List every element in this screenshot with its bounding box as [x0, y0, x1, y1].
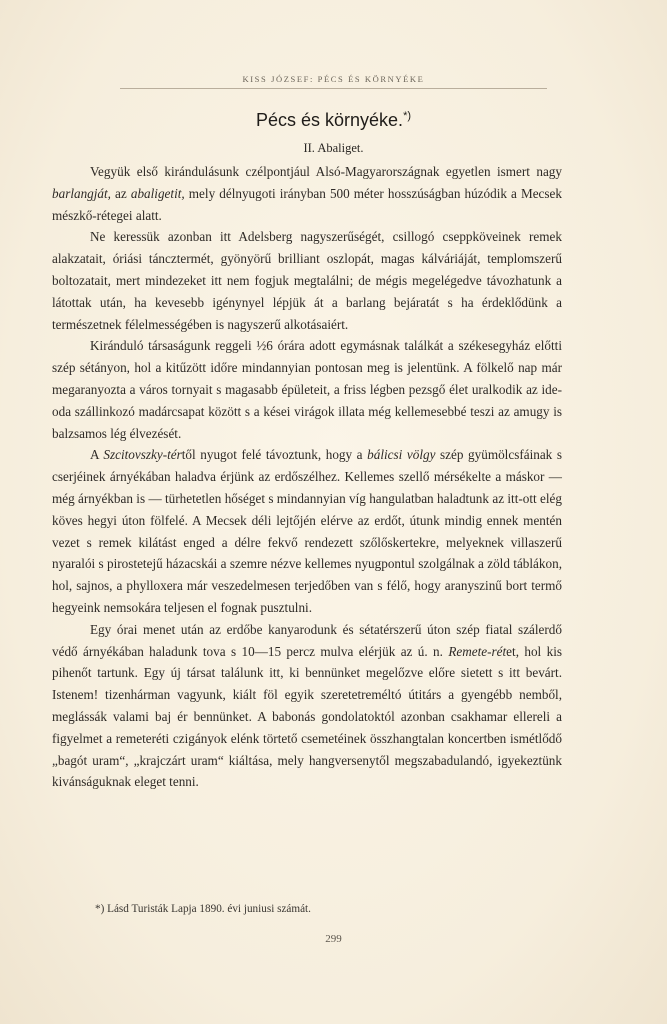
text-run: Ne keressük azonban itt Adelsberg nagyszerűségét, csillogó cseppköveinek remek alakzatait, óriási táncztermét, gyönyörű brilliant oszlopát, magas kálváriáját, templomszerű boltozatait, mert mindezeket itt nem fogjuk megtalálni; de mégis megelégedve távozhatunk a látottak után, ha kevesebb igénynyel lépjük át a barlang bejáratát s ha érdeklődünk a természetnek félelmességében is nagyszerű alkotásaiért.: [52, 229, 562, 332]
footnote-mark: *): [403, 110, 412, 122]
page-number: 299: [325, 933, 342, 945]
text-run: Egy órai menet után az erdőbe kanyarodunk és sétatérszerű úton szép fiatal szálerdő védő árnyékában haladunk tova s 10—15 percz mulva elérjük az ú. n.: [52, 621, 562, 659]
italic-text: Szcitovszky-tér: [103, 447, 182, 463]
italic-text: Remete-rét: [448, 643, 507, 659]
italic-text: barlangját,: [52, 185, 111, 201]
paragraph: [52, 335, 562, 444]
text-run: et, hol kis pihenőt tartunk. Egy új társat találunk itt, ki bennünket megelőzve előre sietett s itt bevárt. Istenem! tizenhárman vagyunk, kiált föl egyik szeretetreméltó útitárs a gyengébb nemből, meglássák valami baj ér bennünket. A babonás gondolatoktól azonban csakhamar ellereli a figyelmet a remeteréti czigányok elénk törtető csemetéinek összhangtalan koncertben ismétlődő „bagót uram“, „krajczárt uram“ kiáltása, mely hangversenytől megszabadulandó, igyekeztünk kivánságuknak eleget tenni.: [52, 643, 562, 790]
article-subtitle: II. Abaliget.: [303, 141, 364, 155]
italic-text: bálicsi völgy: [367, 447, 436, 463]
paragraph: [52, 161, 562, 226]
text-run: az: [110, 185, 131, 201]
text-run: Kiránduló társaságunk reggeli ½6 órára adott egymásnak találkát a székesegyház előtti szép sétányon, hol a kitűzött időre mindannyian pontosan meg is jelentünk. A fölkelő nap már megaranyozta a város tornyait s magasabb épületeit, a friss légben pezsgő élet uralkodik az ide-oda szállinkozó madárcsapat között s a kései virágok illata még kellemesebbé teszi az amugy is balzsamos lég élvezését.: [52, 338, 562, 441]
paragraph: [52, 444, 562, 618]
footnote: *) Lásd Turisták Lapja 1890. évi juniusi számát.: [95, 903, 311, 915]
text-run: Vegyük első kirándulásunk czélpontjául Alsó-Magyarországnak egyetlen ismert nagy: [90, 164, 562, 179]
paragraph: [52, 226, 562, 335]
italic-text: abaligetit,: [130, 185, 185, 201]
paragraph: [52, 619, 562, 793]
text-run: től nyugot felé távoztunk, hogy a: [181, 447, 368, 463]
header-rule: [120, 88, 547, 89]
article-title: [0, 110, 667, 131]
running-head: KISS JÓZSEF: PÉCS ÉS KÖRNYÉKE: [242, 74, 425, 84]
text-run: A: [90, 447, 104, 463]
title-text: Pécs és környéke.: [255, 110, 404, 130]
text-run: mely délnyugoti irányban 500 méter hosszúságban húzódik a Mecsek mészkő-rétegei alatt.: [52, 185, 562, 223]
text-run: szép gyümölcsfáinak s cserjéinek árnyékában haladva érjünk az erdőszélhez. Kellemes szellő mérsékelte a máskor — még árnyékban is — türhetetlen hőséget s mindannyian víg hangulatban haladtunk az itt-ott elég köves hegyi úton fölfelé. A Mecsek déli lejtőjén elérve az erdőt, útunk mindig ennek mentén vezet s remek kilátást enged a délre fekvő rendezett szőlőskertekre, melyeknek villaszerű nyaralói s pirostetejű házacskái a szemre nézve kellemes nyugpontul szolgálnak a zöld táblákon, hol, sajnos, a phylloxera már veszedelmesen terjedőben van s félő, hogy aranyszinű bort termő hegyeink nemsokára teljesen el fognak pusztulni.: [52, 447, 562, 615]
article-body: [52, 161, 562, 793]
